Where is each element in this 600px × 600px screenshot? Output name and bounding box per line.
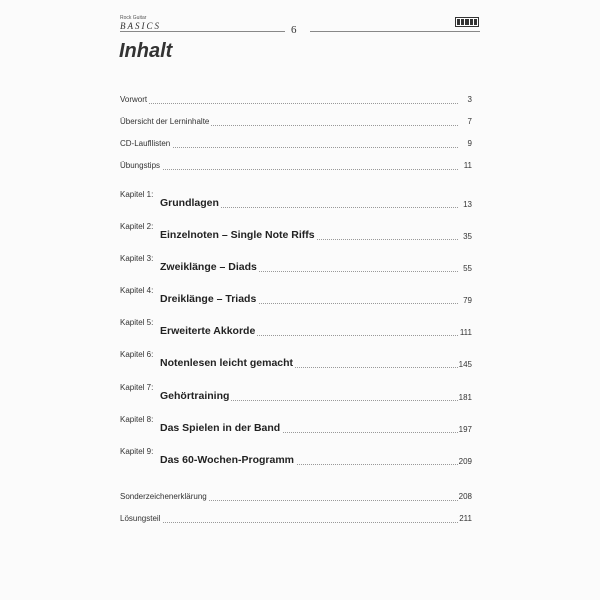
chapter-page: 197: [458, 425, 472, 434]
chapter-title: Erweiterte Akkorde: [160, 325, 256, 337]
toc-chapter-5: [120, 318, 472, 340]
toc-label: Übungstips: [120, 161, 161, 170]
toc-page: 11: [463, 161, 472, 170]
toc-page: 3: [467, 95, 472, 104]
keyboard-logo-icon: [455, 17, 479, 27]
header-rule-left: [120, 31, 285, 32]
chapter-label: Kapitel 4:: [120, 286, 154, 295]
chapter-label: Kapitel 3:: [120, 254, 154, 263]
chapter-label: Kapitel 9:: [120, 447, 154, 456]
toc-page: 7: [467, 117, 472, 126]
chapter-title: Grundlagen: [160, 197, 219, 209]
toc-page: 211: [459, 514, 472, 523]
header-rule-right: [310, 31, 480, 32]
chapter-page: 111: [459, 328, 472, 337]
chapter-page: 209: [458, 457, 472, 466]
chapter-page: 181: [458, 393, 472, 402]
toc-label: Vorwort: [120, 95, 148, 104]
toc-page: 208: [458, 492, 472, 501]
chapter-label: Kapitel 2:: [120, 222, 154, 231]
toc-chapter-9: [120, 447, 472, 469]
header-series: Rock Guitar: [120, 15, 147, 21]
chapter-page: 13: [463, 200, 472, 209]
header-book-title: BASICS: [120, 21, 161, 31]
chapter-title: Das 60-Wochen-Programm: [160, 454, 295, 466]
chapter-page: 79: [463, 296, 472, 305]
toc-label: Übersicht der Lerninhalte: [120, 117, 210, 126]
chapter-label: Kapitel 7:: [120, 383, 154, 392]
leader-dots: [120, 103, 458, 104]
leader-dots: [120, 169, 458, 170]
chapter-label: Kapitel 1:: [120, 190, 154, 199]
toc-chapter-7: [120, 383, 472, 405]
toc-chapter-2: [120, 222, 472, 244]
chapter-label: Kapitel 6:: [120, 350, 154, 359]
toc-entry-vorwort: [120, 90, 472, 106]
chapter-title: Dreiklänge – Triads: [160, 293, 257, 305]
toc-chapter-1: [120, 190, 472, 212]
toc-label: Lösungsteil: [120, 514, 161, 523]
toc-chapter-8: [120, 415, 472, 437]
toc-chapter-6: [120, 350, 472, 372]
chapter-page: 55: [463, 264, 472, 273]
chapter-label: Kapitel 5:: [120, 318, 154, 327]
chapter-title: Notenlesen leicht gemacht: [160, 357, 294, 369]
chapter-page: 35: [463, 232, 472, 241]
toc-entry-loesungsteil: [120, 509, 472, 525]
toc-chapter-4: [120, 286, 472, 308]
toc-entry-cd-laufllisten: [120, 134, 472, 150]
toc-entry-uebungstips: [120, 156, 472, 172]
leader-dots: [120, 522, 458, 523]
toc-label: CD-Laufllisten: [120, 139, 171, 148]
chapter-page: 145: [458, 360, 472, 369]
chapter-title: Zweiklänge – Diads: [160, 261, 257, 273]
page-title: Inhalt: [119, 40, 173, 62]
toc-label: Sonderzeichenerklärung: [120, 492, 207, 501]
toc-entry-sonderzeichen: [120, 487, 472, 503]
chapter-title: Gehörtraining: [160, 390, 230, 402]
toc-entry-uebersicht: [120, 112, 472, 128]
chapter-label: Kapitel 8:: [120, 415, 154, 424]
toc-chapter-3: [120, 254, 472, 276]
toc-page: 9: [467, 139, 472, 148]
page-number: 6: [291, 24, 297, 36]
chapter-title: Das Spielen in der Band: [160, 422, 281, 434]
chapter-title: Einzelnoten – Single Note Riffs: [160, 229, 315, 241]
